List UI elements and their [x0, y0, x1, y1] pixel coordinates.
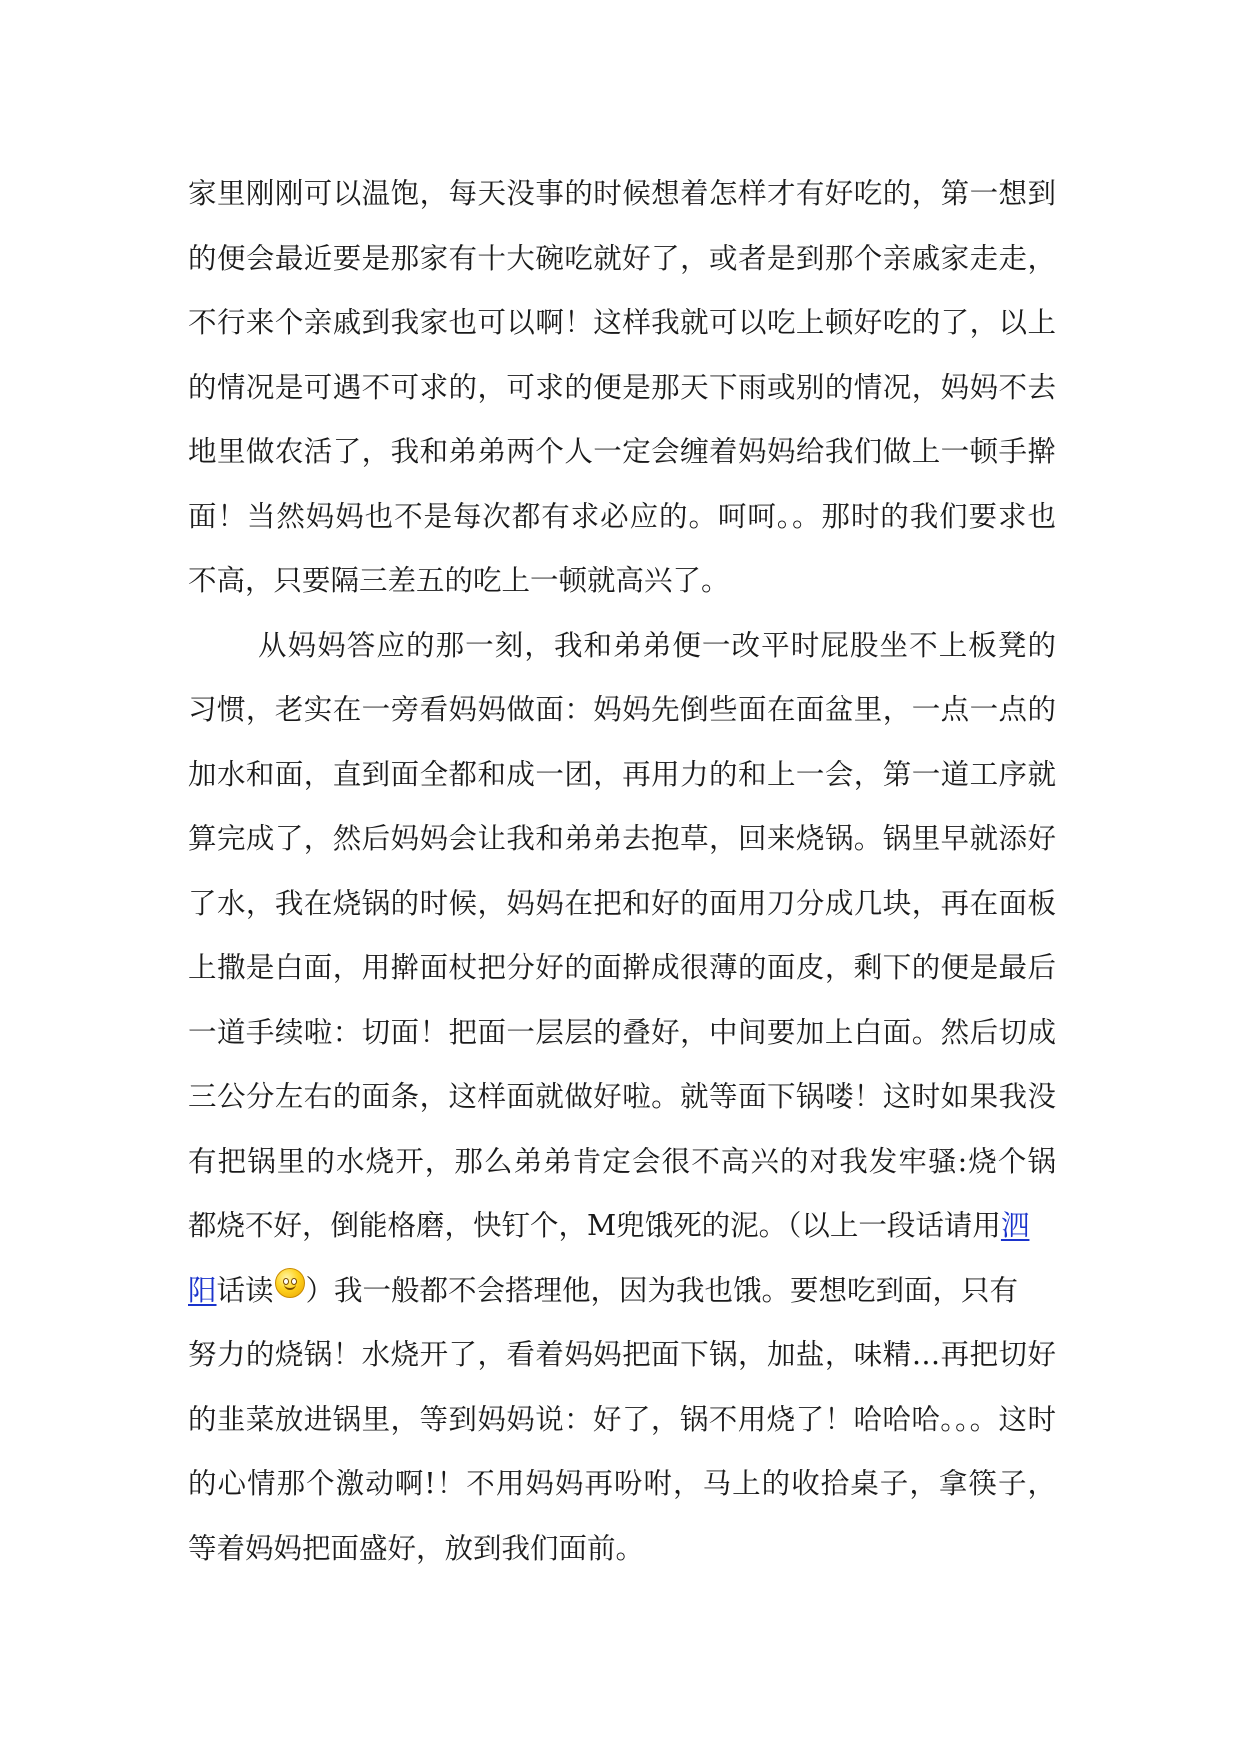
- text-line: 的情况是可遇不可求的，可求的便是那天下雨或别的情况，妈妈不去: [188, 370, 1056, 404]
- text-segment: 话读: [216, 1273, 274, 1307]
- text-line: 上撒是白面，用擀面杖把分好的面擀成很薄的面皮，剩下的便是最后: [188, 951, 1056, 984]
- text-line: 从妈妈答应的那一刻，我和弟弟便一改平时屁股坐不上板凳的: [258, 628, 1056, 662]
- siyang-link[interactable]: 泗: [1000, 1209, 1030, 1242]
- text-line: 努力的烧锅！水烧开了，看着妈妈把面下锅，加盐，味精…再把切好: [188, 1338, 1056, 1371]
- text-segment: ）我一般都不会搭理他，因为我也饿。要想吃到面，只有: [305, 1273, 1019, 1307]
- text-line: [188, 1194, 1056, 1259]
- text-line: 的便会最近要是那家有十大碗吃就好了，或者是到那个亲戚家走走，: [188, 241, 1056, 275]
- text-line: 一道手续啦：切面！把面一层层的叠好，中间要加上白面。然后切成: [188, 1015, 1056, 1049]
- text-line: 面！当然妈妈也不是每次都有求必应的。呵呵。。那时的我们要求也: [188, 499, 1056, 533]
- document-body: [188, 162, 1056, 1581]
- text-line: 了水，我在烧锅的时候，妈妈在把和好的面用刀分成几块，再在面板: [188, 886, 1056, 920]
- text-line: 地里做农活了，我和弟弟两个人一定会缠着妈妈给我们做上一顿手擀: [188, 435, 1056, 468]
- text-line: [188, 1259, 1056, 1324]
- text-line: 有把锅里的水烧开，那么弟弟肯定会很不高兴的对我发牢骚:烧个锅: [188, 1144, 1056, 1178]
- text-line: 三公分左右的面条，这样面就做好啦。就等面下锅喽！这时如果我没: [188, 1080, 1056, 1113]
- text-line: 习惯，老实在一旁看妈妈做面：妈妈先倒些面在面盆里，一点一点的: [188, 693, 1056, 726]
- text-line: 等着妈妈把面盛好，放到我们面前。: [188, 1531, 645, 1565]
- text-line: 加水和面，直到面全都和成一团，再用力的和上一会，第一道工序就: [188, 757, 1056, 791]
- text-line: 的心情那个激动啊!！不用妈妈再吩咐，马上的收拾桌子，拿筷子，: [188, 1467, 1056, 1500]
- text-line: 不高，只要隔三差五的吃上一顿就高兴了。: [188, 564, 730, 597]
- siyang-link-continued[interactable]: 阳: [188, 1273, 217, 1307]
- text-segment: 都烧不好，倒能格磨，快钉个，M兜饿死的泥。（以上一段话请用: [188, 1209, 1001, 1242]
- smiley-icon: [275, 1268, 305, 1298]
- text-line: 算完成了，然后妈妈会让我和弟弟去抱草，回来烧锅。锅里早就添好: [188, 822, 1056, 855]
- text-line: 家里刚刚可以温饱，每天没事的时候想着怎样才有好吃的，第一想到: [188, 177, 1056, 210]
- text-line: 的韭菜放进锅里，等到妈妈说：好了，锅不用烧了！哈哈哈。。。这时: [188, 1402, 1056, 1436]
- text-line: 不行来个亲戚到我家也可以啊！这样我就可以吃上顿好吃的了，以上: [188, 306, 1056, 339]
